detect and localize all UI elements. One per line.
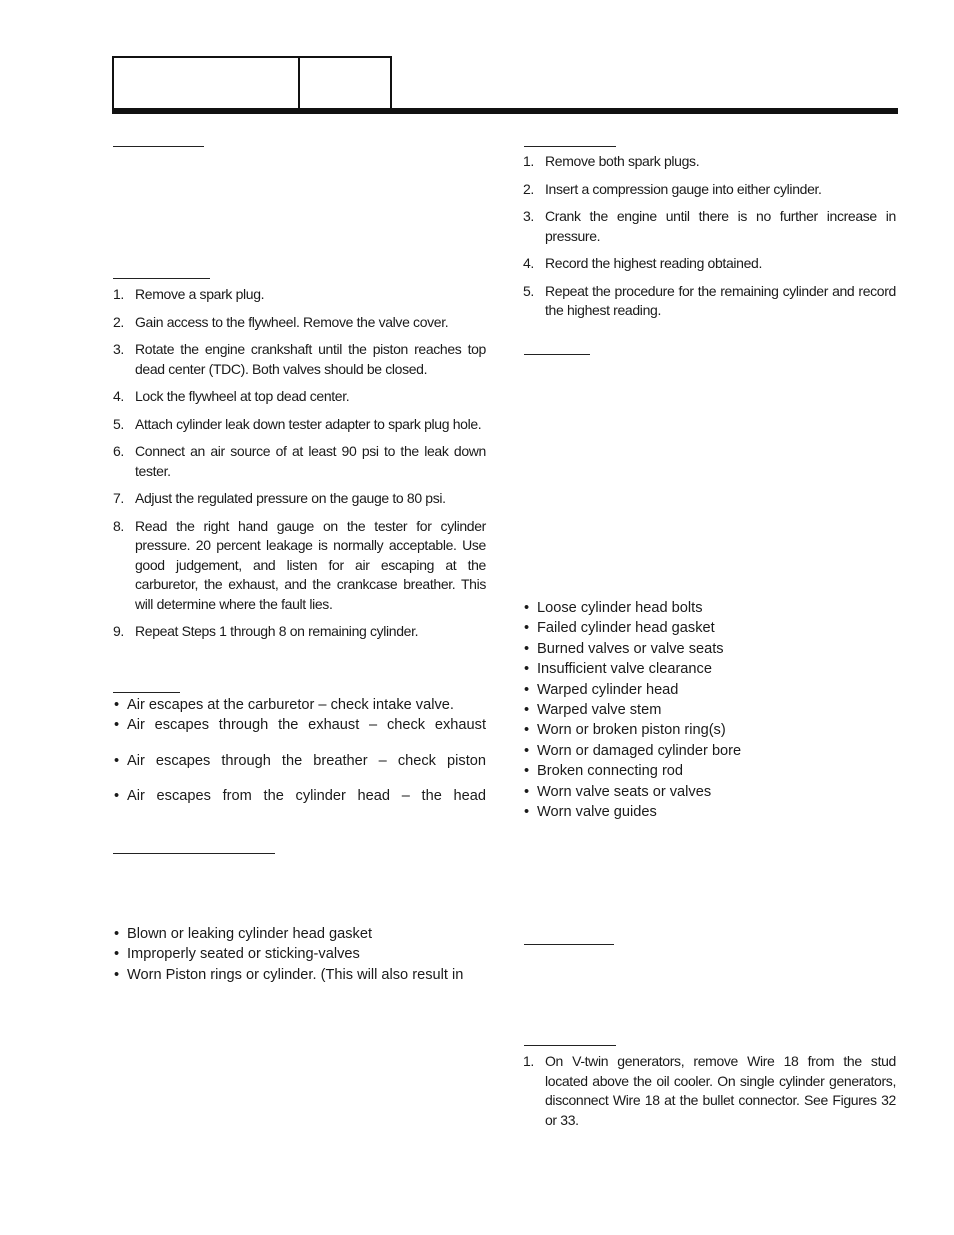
section-rule-left-4 [113,853,275,854]
list-item: 1. Remove a spark plug. [113,286,265,302]
list-item: • Broken connecting rod [524,763,684,780]
header-box-middle [298,56,392,108]
list-item: • Worn or damaged cylinder bore [524,742,742,759]
list-item: • Warped valve stem [524,702,662,719]
list-item: • Improperly seated or sticking-valves [114,946,360,963]
list-item: • Burned valves or valve seats [524,640,724,657]
list-item: 6. Connect an air source of at least 90 psi to the leak down tester. [113,443,486,479]
list-item: • Worn valve guides [524,804,657,821]
list-item: • Air escapes from the cylinder head – the head [114,788,486,805]
section-rule-left-1 [113,146,204,147]
list-item: 2. Gain access to the flywheel. Remove the valve cover. [113,313,449,330]
list-item: • Loose cylinder head bolts [524,600,703,616]
leak-down-steps [113,285,486,642]
list-item: • Blown or leaking cylinder head gasket [114,926,372,942]
list-item: 5. Attach cylinder leak down tester adapter to spark plug hole. [113,415,482,432]
list-item: 7. Adjust the regulated pressure on the gauge to 80 psi. [113,490,446,506]
shutdown-steps [523,1052,896,1130]
list-item: • Failed cylinder head gasket [524,620,715,637]
compression-loss-causes [113,924,486,985]
section-rule-right-4 [524,1045,616,1046]
list-item: 3. Crank the engine until there is no further increase in pressure. [523,208,896,244]
list-item: • Air escapes through the exhaust – check exhaust [114,717,486,734]
section-rule-right-2 [524,354,590,355]
section-rule-right-3 [524,944,614,945]
section-rule-left-2 [113,278,210,279]
header-box-left [112,56,300,108]
list-item: • Insufficient valve clearance [524,661,712,678]
section-rule-left-3 [113,692,180,693]
list-item: 5. Repeat the procedure for the remaining cylinder and record the highest reading. [523,282,896,318]
list-item: 3. Rotate the engine crankshaft until the piston reaches top dead center (TDC). Both valves should be closed. [113,341,486,377]
list-item: • Warped cylinder head [524,681,679,698]
list-item: 1. Remove both spark plugs. [523,153,700,169]
list-item: • Air escapes at the carburetor – check intake valve. [114,697,454,713]
list-item: 1. On V-twin generators, remove Wire 18 from the stud located above the oil cooler. On single cylinder generators, disconnect Wire 18 at the bullet connector. See Figures 32 or 33. [523,1053,896,1128]
header-rule [112,108,898,114]
leak-results [113,695,486,807]
list-item: • Worn valve seats or valves [524,783,712,800]
list-item: 4. Lock the flywheel at top dead center. [113,388,350,404]
list-item: • Worn or broken piston ring(s) [524,722,726,739]
list-item: • Air escapes through the breather – check piston [114,752,486,769]
list-item: • Worn Piston rings or cylinder. (This will also result in [114,966,464,983]
section-rule-right-1 [524,146,616,147]
list-item: 9. Repeat Steps 1 through 8 on remaining cylinder. [113,623,419,639]
low-compression-causes [523,598,896,822]
list-item: 8. Read the right hand gauge on the tester for cylinder pressure. 20 percent leakage is normally acceptable. Use good judgement, and listen for air escaping at the carburetor, the exhaust, and the crankcase breather. This will determine where the fault lies. [113,517,486,612]
compression-steps [523,152,896,321]
list-item: 4. Record the highest reading obtained. [523,255,763,271]
list-item: 2. Insert a compression gauge into either cylinder. [523,180,822,197]
